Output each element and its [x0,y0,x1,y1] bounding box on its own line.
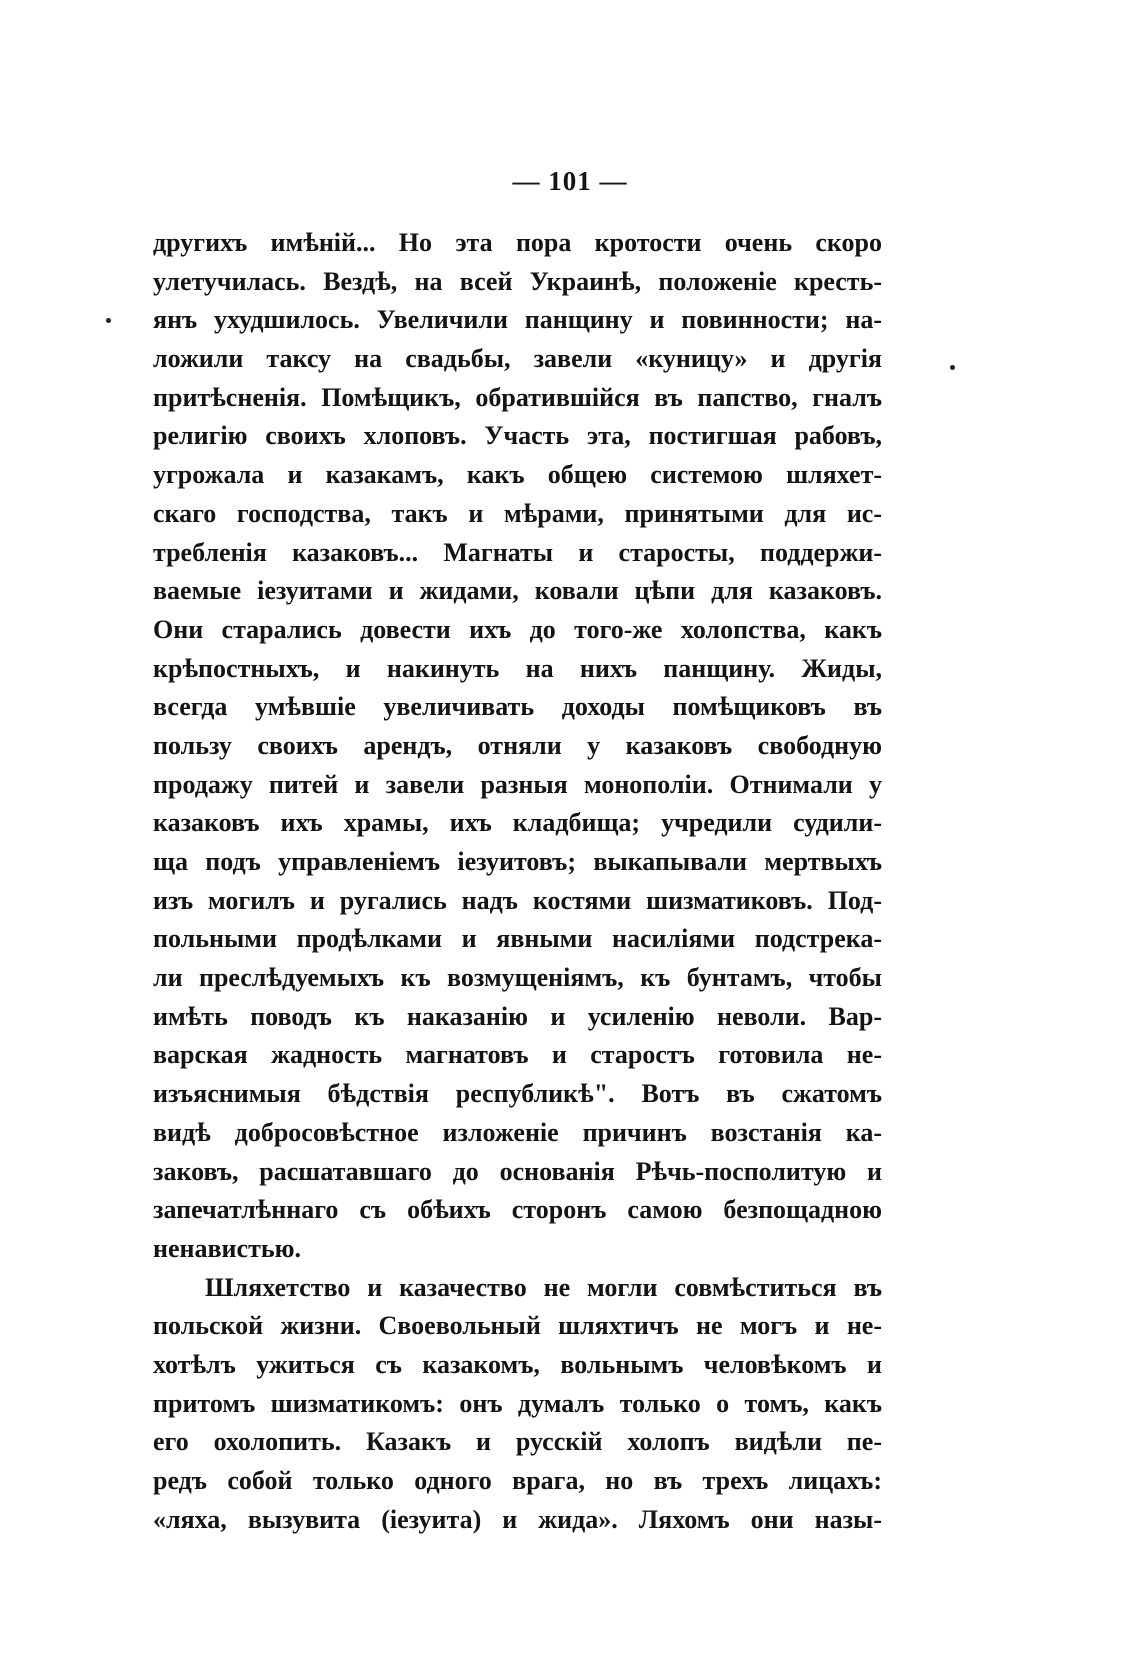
text-line: религію своихъ хлоповъ. Участь эта, постигшая рабовъ, [153,421,882,451]
text-line: крѣпостныхъ, и накинуть на нихъ панщину. Жиды, [153,653,882,683]
paragraph-1 [153,224,882,1269]
text-line: редъ собой только одного врага, но въ трехъ лицахъ: [153,1466,882,1495]
text-line: «ляха, вызувита (іезуита) и жида». Ляхомъ они назы- [153,1504,882,1534]
text-line: хотѣлъ ужиться съ казакомъ, вольнымъ человѣкомъ и [153,1349,882,1379]
text-line: улетучилась. Вездѣ, на всей Украинѣ, положеніе кресть- [153,266,882,296]
text-line: требленія казаковъ... Магнаты и старосты, поддержи- [153,537,882,567]
text-line: имѣть поводъ къ наказанію и усиленію неволи. Вар- [153,1001,882,1031]
text-line: янъ ухудшилось. Увеличили панщину и повинности; на- [153,305,882,335]
text-line: Они старались довести ихъ до того-же холопства, какъ [153,614,882,644]
text-line: польными продѣлками и явными насиліями подстрека- [153,924,882,954]
print-speck [950,365,955,370]
text-line: заковъ, расшатавшаго до основанія Рѣчь-посполитую и [153,1156,882,1186]
text-line: всегда умѣвшіе увеличивать доходы помѣщиковъ въ [153,692,882,722]
text-line: Шляхетство и казачество не могли совмѣститься въ [205,1272,882,1302]
print-speck [106,318,111,323]
text-line: польской жизни. Своевольный шляхтичъ не могъ и не- [153,1311,882,1341]
text-line: продажу питей и завели разныя монополіи. Отнимали у [153,769,882,799]
text-line: его охолопить. Казакъ и русскій холопъ видѣли пе- [153,1427,882,1457]
text-line: притомъ шизматикомъ: онъ думалъ только о томъ, какъ [153,1388,882,1418]
text-line: скаго господства, такъ и мѣрами, принятыми для ис- [153,498,882,528]
text-line: ваемые іезуитами и жидами, ковали цѣпи для казаковъ. [153,576,882,606]
body-text [153,224,882,1539]
text-line: видѣ добросовѣстное изложеніе причинъ возстанія ка- [153,1117,882,1147]
text-line: притѣсненія. Помѣщикъ, обратившійся въ папство, гналъ [153,382,882,412]
text-line: другихъ имѣній... Но эта пора кротости очень скоро [153,228,882,257]
text-line: ща подъ управленіемъ іезуитовъ; выкапывали мертвыхъ [153,847,882,876]
text-line: ненавистью. [153,1233,301,1263]
text-line: ложили таксу на свадьбы, завели «куницу» и другія [153,344,882,374]
paragraph-2 [153,1269,882,1540]
text-line: пользу своихъ арендъ, отняли у казаковъ свободную [153,730,882,760]
text-line: ли преслѣдуемыхъ къ возмущеніямъ, къ бунтамъ, чтобы [153,963,882,993]
text-line: варская жадность магнатовъ и старостъ готовила не- [153,1040,882,1070]
text-line: изъяснимыя бѣдствія республикѣ". Вотъ въ сжатомъ [153,1079,882,1109]
text-line: казаковъ ихъ храмы, ихъ кладбища; учредили судили- [153,808,882,838]
page-number: — 101 — [512,166,628,196]
text-line: угрожала и казакамъ, какъ общею системою шляхет- [153,460,882,490]
text-line: изъ могилъ и ругались надъ костями шизматиковъ. Под- [153,885,882,915]
text-line: запечатлѣннаго съ обѣихъ сторонъ самою безпощадною [153,1195,882,1225]
